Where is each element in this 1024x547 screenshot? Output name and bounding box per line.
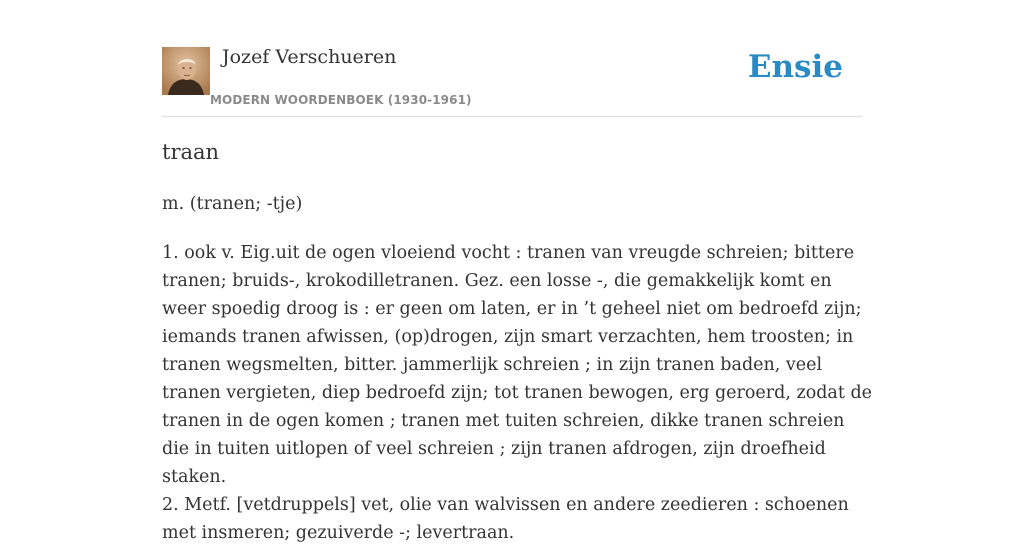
entry-term: traan [162, 140, 220, 164]
definition-sense-2: 2. Metf. [vetdruppels] vet, olie van walvissen en andere zeedieren : schoenen met insmeren; gezuiverde -; levertraan. [162, 495, 849, 543]
author-header [162, 45, 862, 117]
entry-grammar: m. (tranen; -tje) [162, 194, 303, 214]
author-portrait-image [162, 47, 210, 95]
ensie-logo[interactable]: Ensie [747, 49, 843, 85]
definition-sense-1: 1. ook v. Eig.uit de ogen vloeiend vocht : tranen van vreugde schreien; bittere tranen; bruids-, krokodilletranen. Gez. een losse -, die gemakkelijk komt en weer spoedig droog is : er geen om laten, er in ’t geheel niet om bedroefd zijn; iemands tranen afwissen, (op)drogen, zijn smart verzachten, hem troosten; in tranen wegsmelten, bitter. jammerlijk schreien ; in zijn tranen baden, veel tranen vergieten, diep bedroefd zijn; tot tranen bewogen, erg geroerd, zodat de tranen in de ogen komen ; tranen met tuiten schreien, dikke tranen schreien die in tuiten uitlopen of veel schreien ; zijn tranen afdrogen, zijn droefheid staken. [162, 243, 873, 487]
entry-definition [162, 239, 874, 547]
author-avatar[interactable] [162, 47, 210, 95]
source-label[interactable]: MODERN WOORDENBOEK (1930-1961) [210, 93, 472, 107]
author-name[interactable]: Jozef Verschueren [222, 46, 397, 68]
